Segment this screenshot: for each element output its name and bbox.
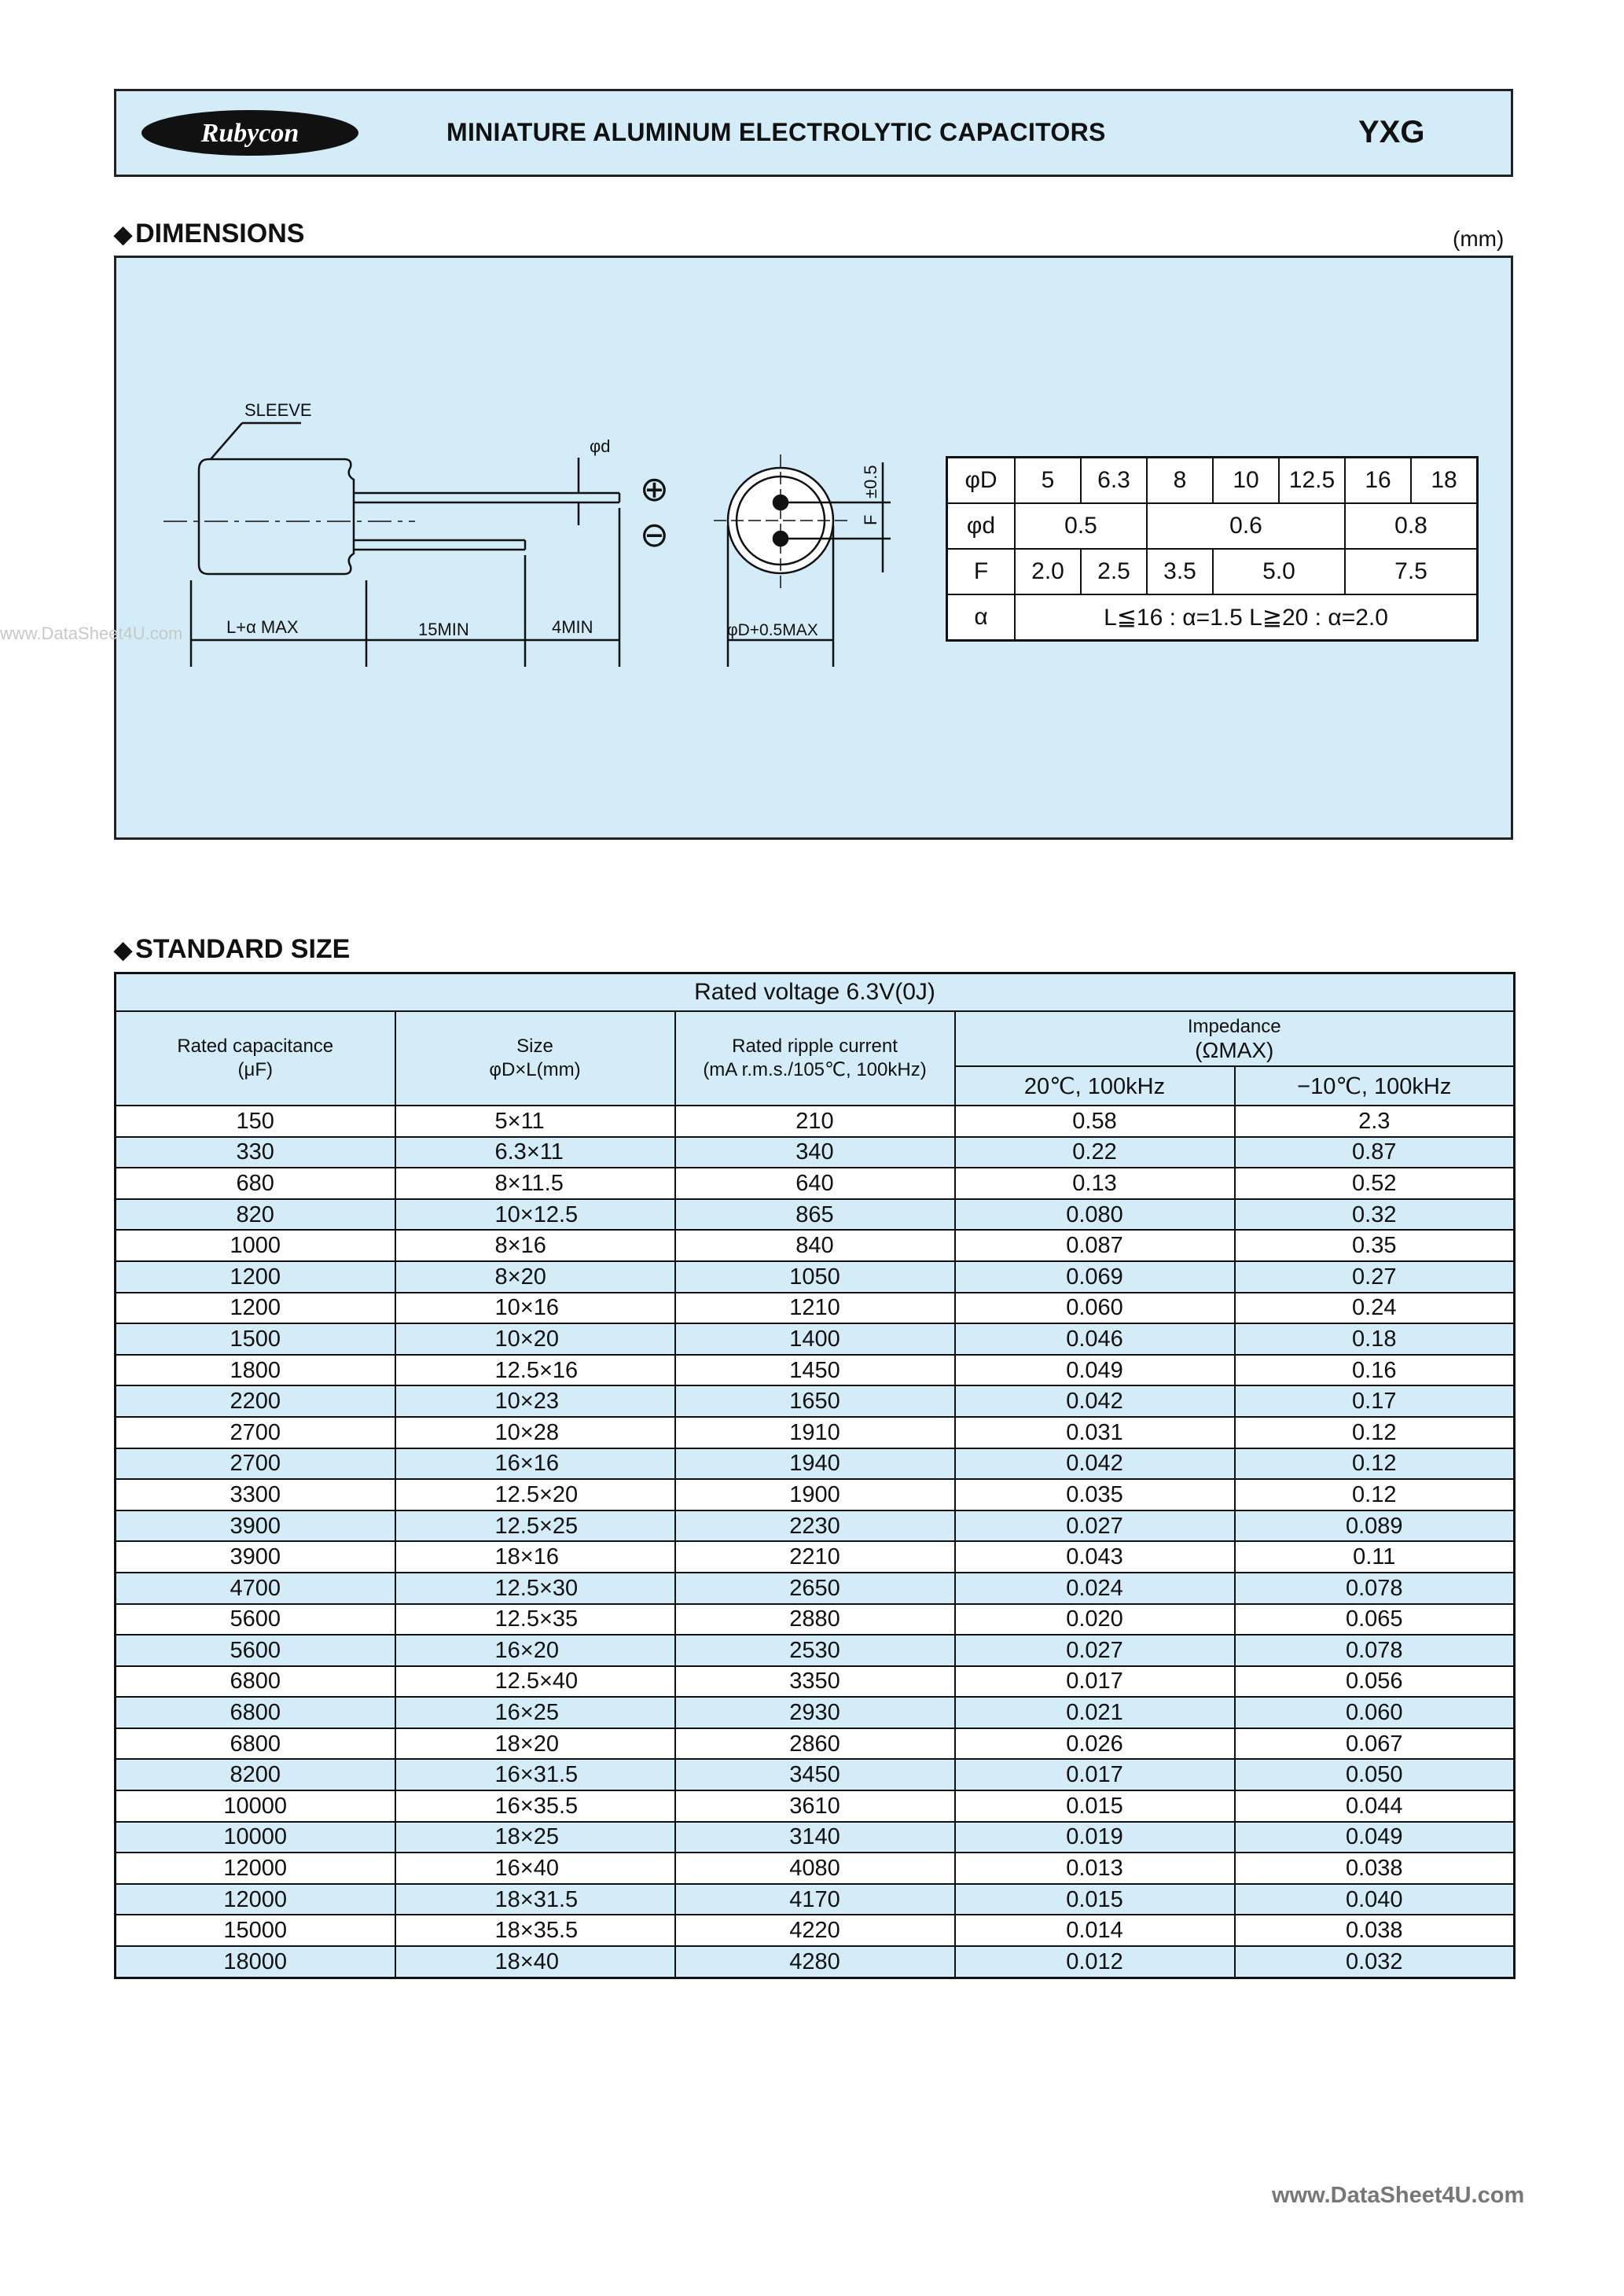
impedance-minus10c-cell: 0.049 bbox=[1235, 1822, 1515, 1853]
size-cell: 12.5×20 bbox=[395, 1479, 675, 1510]
ripple-cell: 3140 bbox=[675, 1822, 955, 1853]
size-cell: 18×40 bbox=[395, 1946, 675, 1978]
ripple-cell: 865 bbox=[675, 1199, 955, 1231]
table-row bbox=[116, 1759, 1515, 1790]
dimensions-panel bbox=[114, 256, 1513, 840]
impedance-20c-cell: 0.015 bbox=[955, 1884, 1235, 1915]
cell: 7.5 bbox=[1345, 549, 1478, 594]
cell: L≦16 : α=1.5 L≧20 : α=2.0 bbox=[1015, 594, 1478, 641]
capacitance-cell: 330 bbox=[116, 1137, 395, 1168]
impedance-minus10c-cell: 0.32 bbox=[1235, 1199, 1515, 1231]
table-row bbox=[116, 1323, 1515, 1355]
capacitance-cell: 6800 bbox=[116, 1666, 395, 1698]
impedance-minus10c-cell: 0.067 bbox=[1235, 1728, 1515, 1760]
impedance-20c-cell: 0.012 bbox=[955, 1946, 1235, 1978]
series-code: YXG bbox=[1358, 115, 1425, 149]
row-label: α bbox=[947, 594, 1016, 641]
capacitance-cell: 12000 bbox=[116, 1884, 395, 1915]
ripple-cell: 1450 bbox=[675, 1355, 955, 1386]
cell: 18 bbox=[1411, 458, 1478, 504]
impedance-minus10c-cell: 0.050 bbox=[1235, 1759, 1515, 1790]
size-cell: 16×25 bbox=[395, 1697, 675, 1728]
impedance-20c-cell: 0.043 bbox=[955, 1541, 1235, 1573]
size-cell: 10×23 bbox=[395, 1385, 675, 1417]
impedance-20c-cell: 0.021 bbox=[955, 1697, 1235, 1728]
cell: 3.5 bbox=[1147, 549, 1213, 594]
sleeve-label: SLEEVE bbox=[244, 400, 312, 420]
table-row bbox=[116, 1199, 1515, 1231]
table-row bbox=[116, 1946, 1515, 1978]
column-header-row bbox=[116, 1011, 1515, 1066]
impedance-20c-cell: 0.031 bbox=[955, 1417, 1235, 1448]
cell: 5 bbox=[1015, 458, 1081, 504]
row-label: φD bbox=[947, 458, 1016, 504]
row-F bbox=[947, 549, 1478, 594]
size-cell: 16×20 bbox=[395, 1635, 675, 1666]
footer-watermark: www.DataSheet4U.com bbox=[1272, 2183, 1525, 2208]
tolerance-label: ±0.5 bbox=[861, 465, 880, 499]
table-row bbox=[116, 1137, 1515, 1168]
impedance-20c-cell: 0.042 bbox=[955, 1448, 1235, 1480]
table-row bbox=[116, 1790, 1515, 1822]
cell: 0.5 bbox=[1015, 503, 1147, 549]
size-cell: 12.5×30 bbox=[395, 1573, 675, 1604]
impedance-minus10c-cell: 0.032 bbox=[1235, 1946, 1515, 1978]
table-row bbox=[116, 1448, 1515, 1480]
ripple-cell: 4080 bbox=[675, 1853, 955, 1884]
impedance-minus10c-cell: 0.12 bbox=[1235, 1479, 1515, 1510]
impedance-20c-cell: 0.035 bbox=[955, 1479, 1235, 1510]
impedance-minus10c-cell: 0.038 bbox=[1235, 1853, 1515, 1884]
capacitance-cell: 680 bbox=[116, 1168, 395, 1199]
capacitance-cell: 10000 bbox=[116, 1790, 395, 1822]
diamond-icon: ◆ bbox=[114, 937, 133, 963]
size-cell: 6.3×11 bbox=[395, 1137, 675, 1168]
size-cell: 12.5×16 bbox=[395, 1355, 675, 1386]
capacitance-cell: 150 bbox=[116, 1106, 395, 1137]
ripple-cell: 2530 bbox=[675, 1635, 955, 1666]
impedance-20c-cell: 0.069 bbox=[955, 1261, 1235, 1293]
voltage-row bbox=[116, 973, 1515, 1012]
impedance-minus10c-header: −10℃, 100kHz bbox=[1235, 1066, 1515, 1106]
row-label: F bbox=[947, 549, 1016, 594]
capacitance-cell: 1800 bbox=[116, 1355, 395, 1386]
size-cell: 10×28 bbox=[395, 1417, 675, 1448]
table-row bbox=[116, 1728, 1515, 1760]
ripple-cell: 340 bbox=[675, 1137, 955, 1168]
ripple-cell: 2210 bbox=[675, 1541, 955, 1573]
cell: 0.6 bbox=[1147, 503, 1345, 549]
impedance-minus10c-cell: 0.065 bbox=[1235, 1604, 1515, 1636]
ripple-header: Rated ripple current (mA r.m.s./105℃, 100kHz) bbox=[675, 1011, 955, 1106]
impedance-minus10c-cell: 0.038 bbox=[1235, 1915, 1515, 1946]
capacitance-cell: 1000 bbox=[116, 1230, 395, 1261]
impedance-20c-cell: 0.22 bbox=[955, 1137, 1235, 1168]
ripple-cell: 3610 bbox=[675, 1790, 955, 1822]
size-cell: 10×20 bbox=[395, 1323, 675, 1355]
impedance-20c-cell: 0.046 bbox=[955, 1323, 1235, 1355]
ripple-cell: 2930 bbox=[675, 1697, 955, 1728]
capacitance-cell: 5600 bbox=[116, 1604, 395, 1636]
lead-4min-label: 4MIN bbox=[552, 617, 593, 637]
cell: 0.8 bbox=[1345, 503, 1478, 549]
ripple-cell: 640 bbox=[675, 1168, 955, 1199]
row-phi-D bbox=[947, 458, 1478, 504]
impedance-20c-cell: 0.027 bbox=[955, 1635, 1235, 1666]
size-cell: 8×16 bbox=[395, 1230, 675, 1261]
table-row bbox=[116, 1697, 1515, 1728]
table-row bbox=[116, 1355, 1515, 1386]
dimensions-heading: ◆ DIMENSIONS bbox=[114, 219, 305, 248]
table-row bbox=[116, 1666, 1515, 1698]
ripple-cell: 2880 bbox=[675, 1604, 955, 1636]
capacitance-cell: 1200 bbox=[116, 1293, 395, 1324]
ripple-cell: 1900 bbox=[675, 1479, 955, 1510]
size-cell: 8×20 bbox=[395, 1261, 675, 1293]
size-cell: 18×20 bbox=[395, 1728, 675, 1760]
ripple-cell: 210 bbox=[675, 1106, 955, 1137]
cell: 12.5 bbox=[1279, 458, 1345, 504]
standard-size-heading: ◆ STANDARD SIZE bbox=[114, 934, 351, 964]
dimension-table bbox=[946, 456, 1479, 642]
capacitance-cell: 5600 bbox=[116, 1635, 395, 1666]
cell: 8 bbox=[1147, 458, 1213, 504]
size-cell: 16×16 bbox=[395, 1448, 675, 1480]
size-cell: 16×40 bbox=[395, 1853, 675, 1884]
size-cell: 18×35.5 bbox=[395, 1915, 675, 1946]
table-row bbox=[116, 1293, 1515, 1324]
capacitance-header: Rated capacitance (μF) bbox=[116, 1011, 395, 1106]
standard-size-table bbox=[114, 972, 1516, 1979]
table-row bbox=[116, 1604, 1515, 1636]
rubycon-logo bbox=[140, 109, 360, 157]
capacitance-cell: 3900 bbox=[116, 1510, 395, 1542]
ripple-cell: 2230 bbox=[675, 1510, 955, 1542]
impedance-minus10c-cell: 0.078 bbox=[1235, 1635, 1515, 1666]
impedance-20c-cell: 0.58 bbox=[955, 1106, 1235, 1137]
row-phi-d bbox=[947, 503, 1478, 549]
impedance-20c-cell: 0.019 bbox=[955, 1822, 1235, 1853]
size-cell: 12.5×25 bbox=[395, 1510, 675, 1542]
header-banner bbox=[114, 89, 1513, 177]
capacitance-cell: 3900 bbox=[116, 1541, 395, 1573]
capacitance-cell: 8200 bbox=[116, 1759, 395, 1790]
impedance-20c-cell: 0.080 bbox=[955, 1199, 1235, 1231]
size-cell: 12.5×35 bbox=[395, 1604, 675, 1636]
cell: 16 bbox=[1345, 458, 1411, 504]
ripple-cell: 1050 bbox=[675, 1261, 955, 1293]
impedance-20c-cell: 0.020 bbox=[955, 1604, 1235, 1636]
ripple-cell: 840 bbox=[675, 1230, 955, 1261]
capacitance-cell: 820 bbox=[116, 1199, 395, 1231]
impedance-20c-cell: 0.015 bbox=[955, 1790, 1235, 1822]
capacitance-cell: 3300 bbox=[116, 1479, 395, 1510]
capacitance-cell: 10000 bbox=[116, 1822, 395, 1853]
table-row bbox=[116, 1261, 1515, 1293]
table-row bbox=[116, 1884, 1515, 1915]
capacitance-cell: 1200 bbox=[116, 1261, 395, 1293]
impedance-minus10c-cell: 0.11 bbox=[1235, 1541, 1515, 1573]
size-cell: 16×31.5 bbox=[395, 1759, 675, 1790]
size-header: Size φD×L(mm) bbox=[395, 1011, 675, 1106]
ripple-cell: 1650 bbox=[675, 1385, 955, 1417]
watermark-text: www.DataSheet4U.com bbox=[0, 624, 183, 643]
impedance-minus10c-cell: 0.24 bbox=[1235, 1293, 1515, 1324]
impedance-20c-cell: 0.049 bbox=[955, 1355, 1235, 1386]
plus-icon: ⊕ bbox=[640, 470, 669, 509]
size-cell: 10×12.5 bbox=[395, 1199, 675, 1231]
size-cell: 10×16 bbox=[395, 1293, 675, 1324]
ripple-cell: 1400 bbox=[675, 1323, 955, 1355]
impedance-minus10c-cell: 0.12 bbox=[1235, 1448, 1515, 1480]
table-row bbox=[116, 1853, 1515, 1884]
capacitance-cell: 6800 bbox=[116, 1697, 395, 1728]
impedance-20c-cell: 0.060 bbox=[955, 1293, 1235, 1324]
row-alpha bbox=[947, 594, 1478, 641]
impedance-minus10c-cell: 0.044 bbox=[1235, 1790, 1515, 1822]
capacitance-cell: 2200 bbox=[116, 1385, 395, 1417]
size-cell: 18×25 bbox=[395, 1822, 675, 1853]
table-row bbox=[116, 1541, 1515, 1573]
capacitance-cell: 12000 bbox=[116, 1853, 395, 1884]
impedance-20c-cell: 0.024 bbox=[955, 1573, 1235, 1604]
length-max-label: L+α MAX bbox=[226, 617, 299, 637]
ripple-cell: 1910 bbox=[675, 1417, 955, 1448]
impedance-20c-cell: 0.13 bbox=[955, 1168, 1235, 1199]
impedance-minus10c-cell: 0.27 bbox=[1235, 1261, 1515, 1293]
diamond-icon: ◆ bbox=[114, 222, 133, 248]
table-row bbox=[116, 1822, 1515, 1853]
cell: 10 bbox=[1213, 458, 1279, 504]
cell: 2.5 bbox=[1081, 549, 1147, 594]
impedance-20c-cell: 0.017 bbox=[955, 1759, 1235, 1790]
ripple-cell: 1210 bbox=[675, 1293, 955, 1324]
minus-icon: ⊖ bbox=[640, 516, 669, 554]
capacitance-cell: 15000 bbox=[116, 1915, 395, 1946]
table-row bbox=[116, 1915, 1515, 1946]
lead-15min-label: 15MIN bbox=[418, 620, 469, 639]
pitch-f-label: F bbox=[861, 514, 880, 525]
capacitance-cell: 4700 bbox=[116, 1573, 395, 1604]
impedance-header: Impedance (ΩMAX) bbox=[955, 1011, 1515, 1066]
impedance-minus10c-cell: 0.35 bbox=[1235, 1230, 1515, 1261]
size-cell: 16×35.5 bbox=[395, 1790, 675, 1822]
table-row bbox=[116, 1230, 1515, 1261]
cell: 6.3 bbox=[1081, 458, 1147, 504]
size-cell: 18×31.5 bbox=[395, 1884, 675, 1915]
table-row bbox=[116, 1635, 1515, 1666]
impedance-minus10c-cell: 0.078 bbox=[1235, 1573, 1515, 1604]
impedance-20c-cell: 0.042 bbox=[955, 1385, 1235, 1417]
capacitance-cell: 18000 bbox=[116, 1946, 395, 1978]
rated-voltage-header: Rated voltage 6.3V(0J) bbox=[116, 973, 1515, 1012]
table-row bbox=[116, 1106, 1515, 1137]
document-title: MINIATURE ALUMINUM ELECTROLYTIC CAPACITORS bbox=[446, 118, 1106, 146]
cell: 2.0 bbox=[1015, 549, 1081, 594]
impedance-20c-cell: 0.027 bbox=[955, 1510, 1235, 1542]
impedance-20c-cell: 0.026 bbox=[955, 1728, 1235, 1760]
body-diameter-label: φD+0.5MAX bbox=[727, 621, 818, 639]
impedance-minus10c-cell: 0.16 bbox=[1235, 1355, 1515, 1386]
ripple-cell: 2650 bbox=[675, 1573, 955, 1604]
table-row bbox=[116, 1573, 1515, 1604]
table-row bbox=[116, 1417, 1515, 1448]
table-row bbox=[116, 1168, 1515, 1199]
size-cell: 18×16 bbox=[395, 1541, 675, 1573]
unit-label: (mm) bbox=[1453, 226, 1505, 251]
size-cell: 8×11.5 bbox=[395, 1168, 675, 1199]
impedance-minus10c-cell: 0.87 bbox=[1235, 1137, 1515, 1168]
size-cell: 12.5×40 bbox=[395, 1666, 675, 1698]
impedance-minus10c-cell: 0.52 bbox=[1235, 1168, 1515, 1199]
row-label: φd bbox=[947, 503, 1016, 549]
ripple-cell: 4220 bbox=[675, 1915, 955, 1946]
ripple-cell: 2860 bbox=[675, 1728, 955, 1760]
capacitance-cell: 2700 bbox=[116, 1417, 395, 1448]
impedance-20c-cell: 0.014 bbox=[955, 1915, 1235, 1946]
impedance-minus10c-cell: 0.040 bbox=[1235, 1884, 1515, 1915]
table-row bbox=[116, 1385, 1515, 1417]
impedance-20c-cell: 0.087 bbox=[955, 1230, 1235, 1261]
impedance-20c-header: 20℃, 100kHz bbox=[955, 1066, 1235, 1106]
impedance-minus10c-cell: 0.089 bbox=[1235, 1510, 1515, 1542]
impedance-minus10c-cell: 2.3 bbox=[1235, 1106, 1515, 1137]
table-row bbox=[116, 1510, 1515, 1542]
ripple-cell: 4280 bbox=[675, 1946, 955, 1978]
capacitance-cell: 2700 bbox=[116, 1448, 395, 1480]
impedance-20c-cell: 0.017 bbox=[955, 1666, 1235, 1698]
impedance-minus10c-cell: 0.18 bbox=[1235, 1323, 1515, 1355]
impedance-minus10c-cell: 0.056 bbox=[1235, 1666, 1515, 1698]
impedance-20c-cell: 0.013 bbox=[955, 1853, 1235, 1884]
ripple-cell: 1940 bbox=[675, 1448, 955, 1480]
impedance-minus10c-cell: 0.12 bbox=[1235, 1417, 1515, 1448]
impedance-minus10c-cell: 0.17 bbox=[1235, 1385, 1515, 1417]
size-cell: 5×11 bbox=[395, 1106, 675, 1137]
ripple-cell: 3350 bbox=[675, 1666, 955, 1698]
logo-text: Rubycon bbox=[200, 119, 299, 148]
cell: 5.0 bbox=[1213, 549, 1345, 594]
ripple-cell: 4170 bbox=[675, 1884, 955, 1915]
ripple-cell: 3450 bbox=[675, 1759, 955, 1790]
capacitance-cell: 1500 bbox=[116, 1323, 395, 1355]
capacitance-cell: 6800 bbox=[116, 1728, 395, 1760]
table-row bbox=[116, 1479, 1515, 1510]
lead-diameter-label: φd bbox=[590, 436, 611, 456]
impedance-minus10c-cell: 0.060 bbox=[1235, 1697, 1515, 1728]
